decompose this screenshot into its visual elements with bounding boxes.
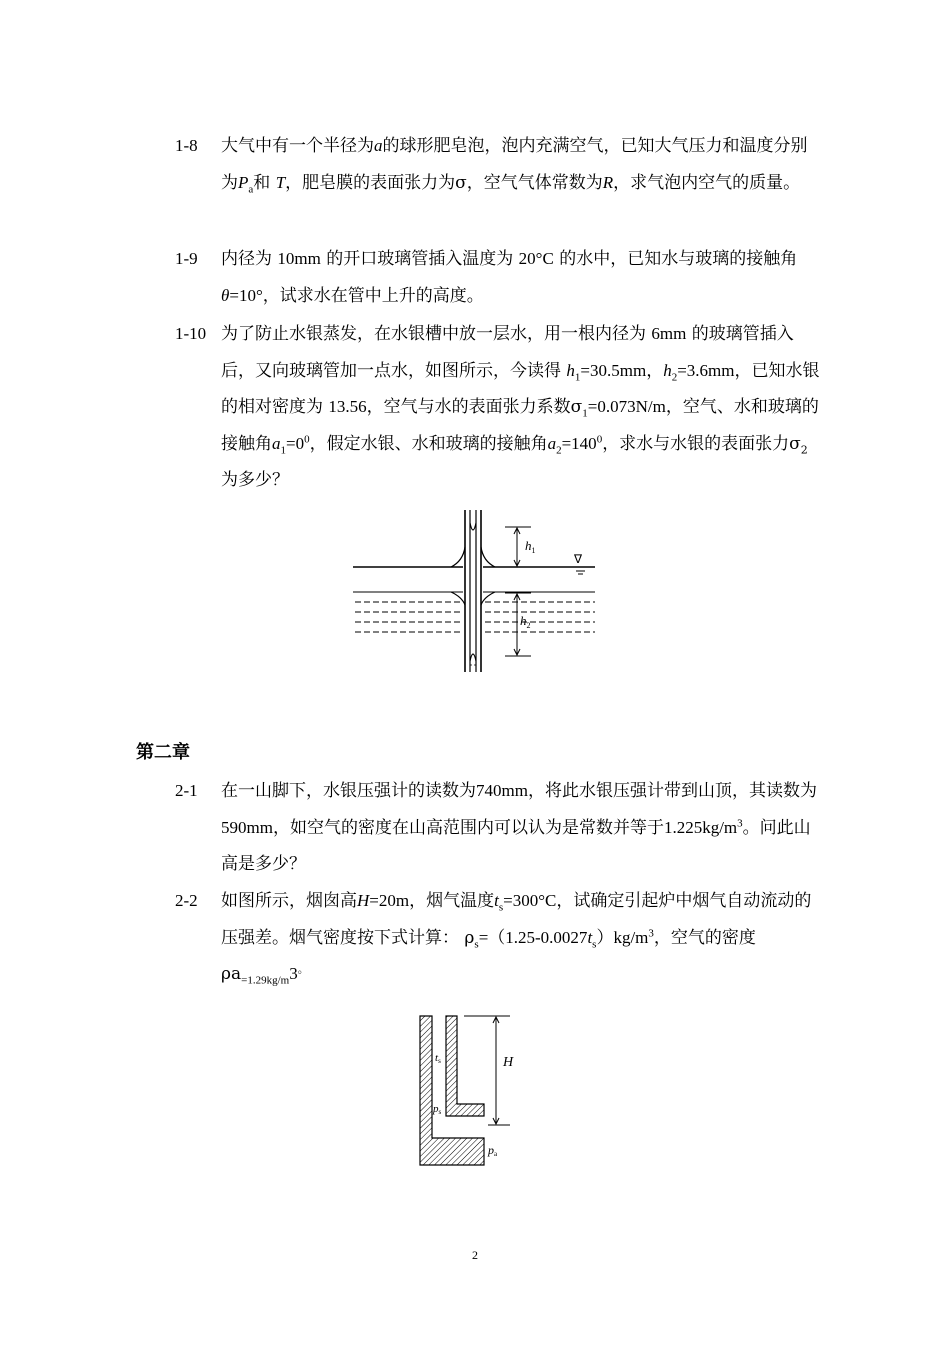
svg-text:∇: ∇ — [574, 552, 583, 566]
H-label: H — [503, 1055, 514, 1070]
problem-2-1 — [175, 773, 820, 883]
mercury-meniscus-left — [451, 592, 465, 605]
outer-meniscus-left — [451, 547, 465, 567]
ts-label: ts — [435, 1052, 441, 1065]
mercury-meniscus-right — [481, 592, 495, 605]
glass-tube — [465, 510, 481, 672]
problem-number: 2-1 — [175, 781, 198, 800]
mercury-meniscus-tube — [470, 654, 476, 661]
problem-text: 在一山脚下，水银压强计的读数为740mm，将此水银压强计带到山顶，其读数为 590mm，如空气的密度在山高范围内可以认为是常数并等于$1.225kg/m^3$。问此山高是多少？ — [221, 781, 817, 874]
mercury-hatching-left — [355, 602, 463, 632]
problem-text: 内径为 10mm 的开口玻璃管插入温度为 20°C 的水中，已知水与玻璃的接触角 θ=10°，试求水在管中上升的高度。 — [221, 249, 798, 306]
water-level-symbol — [573, 552, 585, 574]
chapter-heading: 第二章 — [136, 742, 190, 763]
page-number: 2 — [472, 1248, 478, 1262]
problem-number: 2-2 — [175, 891, 198, 910]
problem-text: 如图所示，烟囱高H=20m，烟气温度$t_s=300^\circ C$，试确定引起炉中烟气自动流动的压强差。烟气密度按下式计算： $\rho_s=(1.25-0.0027t_s)kg/m^3$，空气的密度$\rho a_{=1.29kg/m}3^。$ — [221, 891, 812, 987]
problem-text: 为了防止水银蒸发，在水银槽中放一层水，用一根内径为 6mm 的玻璃管插入后，又向玻璃管加一点水，如图所示，今读得 $h_1=30.5mm$，$h_2=3.6mm$，已知水银的相对密度为 13.56，空气与水的表面张力系数$\sigma_1=0.073N/m$，空气、水和玻璃的接触角$a_1=0^0$，假定水银、水和玻璃的接触角$a_2=140^0$，求水与水银的表面张力$\sigma_2$为多少？ — [221, 324, 820, 490]
h2-label: $h_2$ — [520, 613, 531, 630]
problem-number: 1-9 — [175, 249, 198, 268]
mercury-hatching-right — [485, 602, 595, 632]
problem-1-10 — [175, 316, 820, 499]
ps-label: ps — [433, 1103, 442, 1116]
chimney-figure — [410, 1008, 530, 1170]
chimney-inner-wall — [446, 1016, 484, 1116]
problem-text: 大气中有一个半径为a的球形肥皂泡，泡内充满空气，已知大气压力和温度分别为$P_a$和 T，肥皂膜的表面张力为σ，空气气体常数为R，求气泡内空气的质量。 — [221, 136, 808, 195]
problem-1-9 — [175, 241, 820, 314]
h1-label: $h_1$ — [525, 538, 536, 555]
outer-meniscus-right — [481, 547, 495, 567]
capillary-figure — [345, 505, 605, 675]
problem-2-2 — [175, 883, 820, 993]
water-meniscus-top — [470, 523, 476, 530]
problem-1-8 — [175, 128, 820, 201]
problem-number: 1-8 — [175, 136, 198, 155]
pa-label: pa — [488, 1143, 498, 1158]
problem-number: 1-10 — [175, 324, 207, 343]
